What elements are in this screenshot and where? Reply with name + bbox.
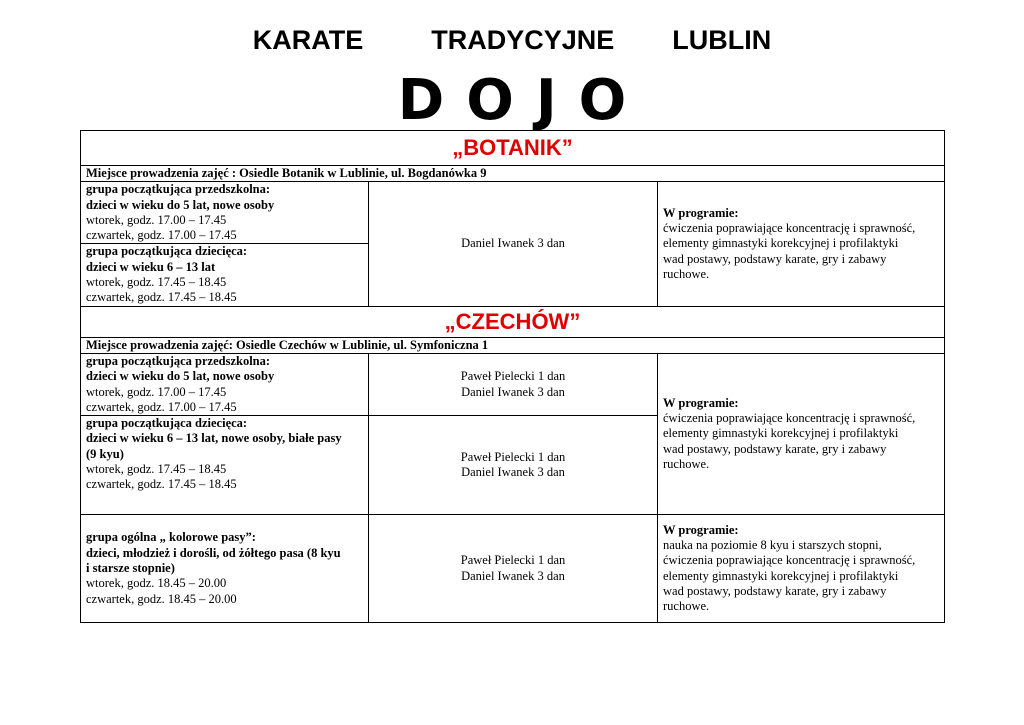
program-line: elementy gimnastyki korekcyjnej i profilaktyki xyxy=(663,568,899,583)
group-age: i starsze stopnie) xyxy=(86,561,175,575)
group-name: grupa ogólna „ kolorowe pasy”: xyxy=(86,530,256,545)
botanik-group1 xyxy=(81,182,369,244)
program-line: wad postawy, podstawy karate, gry i zabawy xyxy=(663,583,887,598)
instructor-name: Paweł Pielecki 1 dan xyxy=(460,449,566,464)
group-day: wtorek, godz. 17.45 – 18.45 xyxy=(86,462,227,477)
group-age: dzieci w wieku 6 – 13 lat xyxy=(86,259,216,274)
program-heading: W programie: xyxy=(663,522,739,537)
instructor-name: Paweł Pielecki 1 dan xyxy=(460,553,566,568)
czechow-group1 xyxy=(81,353,369,415)
group-day: wtorek, godz. 17.00 – 17.45 xyxy=(86,384,227,399)
program-line: wad postawy, podstawy karate, gry i zabawy xyxy=(663,441,887,456)
group-day: czwartek, godz. 17.00 – 17.45 xyxy=(86,399,237,414)
dojo-title: DOJO xyxy=(397,68,649,133)
header-word-tradycyjne: TRADYCYJNE xyxy=(431,25,615,55)
botanik-instructor: Daniel Iwanek 3 dan xyxy=(369,182,658,306)
program-heading: W programie: xyxy=(663,205,739,220)
group-age: dzieci, młodzież i dorośli, od żółtego pasa (8 kyu xyxy=(86,545,341,560)
group-age: dzieci w wieku 6 – 13 lat, nowe osoby, białe pasy xyxy=(86,431,342,446)
instructor-name: Daniel Iwanek 3 dan xyxy=(461,465,565,480)
botanik-group2 xyxy=(81,244,369,306)
group-name: grupa początkująca przedszkolna: xyxy=(86,353,271,368)
program-line: nauka na poziomie 8 kyu i starszych stopni, xyxy=(663,538,882,553)
program-heading: W programie: xyxy=(663,395,739,410)
group-age: (9 kyu) xyxy=(86,446,124,461)
czechow-group2-instructors xyxy=(369,416,658,515)
instructor-name: Daniel Iwanek 3 dan xyxy=(461,384,565,399)
group-day: czwartek, godz. 17.45 – 18.45 xyxy=(86,290,237,305)
page-header xyxy=(0,22,1024,58)
group-age: dzieci w wieku do 5 lat, nowe osoby xyxy=(86,369,275,384)
group-day: czwartek, godz. 18.45 – 20.00 xyxy=(86,591,237,606)
schedule-table xyxy=(80,130,945,623)
czechow-group1-row xyxy=(81,353,945,415)
botanik-place-row xyxy=(81,166,945,182)
group-day: wtorek, godz. 17.45 – 18.45 xyxy=(86,275,227,290)
czechow-group2 xyxy=(81,416,369,515)
czechow-program1 xyxy=(658,353,945,514)
czechow-group3-instructors xyxy=(369,515,658,623)
header-word-lublin: LUBLIN xyxy=(672,25,772,55)
program-line: ćwiczenia poprawiające koncentrację i sprawność, xyxy=(663,553,916,568)
czechow-group1-instructors xyxy=(369,353,658,415)
group-day: wtorek, godz. 17.00 – 17.45 xyxy=(86,212,227,227)
program-line: elementy gimnastyki korekcyjnej i profilaktyki xyxy=(663,426,899,441)
czechow-group3 xyxy=(81,515,369,623)
botanik-title-row xyxy=(81,131,945,166)
program-line: ruchowe. xyxy=(663,457,710,471)
program-line: ćwiczenia poprawiające koncentrację i sprawność, xyxy=(663,411,916,426)
header-word-karate: KARATE xyxy=(252,25,364,55)
czechow-title: „CZECHÓW” xyxy=(81,306,945,337)
botanik-place: Miejsce prowadzenia zajęć : Osiedle Botanik w Lublinie, ul. Bogdanówka 9 xyxy=(81,166,945,182)
program-line: ćwiczenia poprawiające koncentrację i sprawność, xyxy=(663,221,916,236)
botanik-title: „BOTANIK” xyxy=(81,131,945,166)
botanik-group1-row xyxy=(81,182,945,244)
instructor-name: Daniel Iwanek 3 dan xyxy=(461,568,565,583)
group-name: grupa początkująca dziecięca: xyxy=(86,244,248,259)
program-line: elementy gimnastyki korekcyjnej i profilaktyki xyxy=(663,236,899,251)
czechow-place-row xyxy=(81,337,945,353)
instructor-name: Paweł Pielecki 1 dan xyxy=(460,369,566,384)
botanik-program xyxy=(658,182,945,306)
czechow-title-row xyxy=(81,306,945,337)
czechow-program2 xyxy=(658,515,945,623)
group-name: grupa początkująca przedszkolna: xyxy=(86,182,271,197)
program-line: ruchowe. xyxy=(663,599,710,614)
group-age: dzieci w wieku do 5 lat, nowe osoby xyxy=(86,197,275,212)
czechow-place: Miejsce prowadzenia zajęć: Osiedle Czechów w Lublinie, ul. Symfoniczna 1 xyxy=(81,337,945,353)
program-line: ruchowe. xyxy=(663,266,710,281)
group-day: czwartek, godz. 17.00 – 17.45 xyxy=(86,228,237,243)
program-line: wad postawy, podstawy karate, gry i zabawy xyxy=(663,251,887,266)
czechow-group3-row xyxy=(81,515,945,623)
group-day: czwartek, godz. 17.45 – 18.45 xyxy=(86,477,237,492)
group-name: grupa początkująca dziecięca: xyxy=(86,416,248,431)
group-day: wtorek, godz. 18.45 – 20.00 xyxy=(86,576,227,591)
